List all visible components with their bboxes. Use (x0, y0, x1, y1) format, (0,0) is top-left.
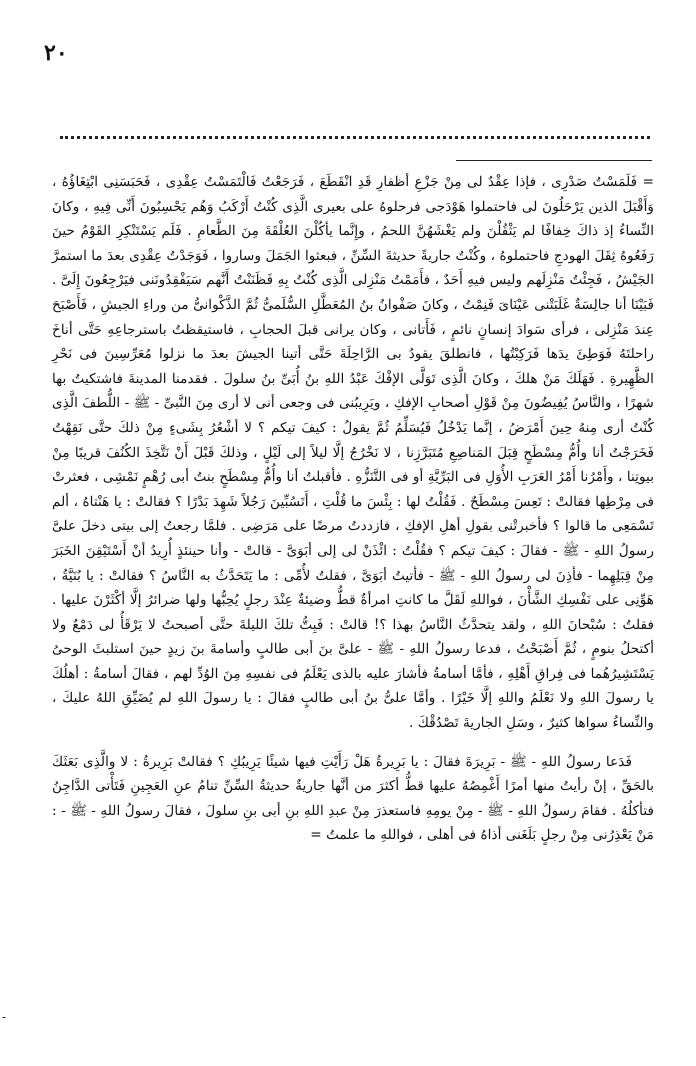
footnote-paragraph: = فَلَمَسْتُ صَدْرِى ، فإذا عِقْدٌ لى مِنْ جَزْعِ أظفارِ قَدِ انْقَطَعَ ، فَرَجَعْتُ فَالْتَمَسْتُ عِقْدِى ، فَحَبَسَنِى ابْتِغَاؤُهُ ، وَأَقْبَلَ الذين يَرْحَلُونَ لى فاحتملوا هَوْدَجى فرحلوهُ على بعيرى الَّذِى كُنْتُ أَرْكَبُ وَهُم يَحْسِبُونَ أَنِّى فِيهِ ، وكانَ النِّساءُ إذ ذاكَ خِفافًا لم يَثْقُلْنَ ولم يَغْشَهُنَّ اللحمُ ، وإِنَّما يأكُلْنَ العُلْقَةَ مِنَ الطَّعامِ . فَلَم يَسْتَنْكِرِ القَوْمُ حينَ رَفَعُوهُ ثِقَلَ الهودجِ فاحتملوهُ ، وكُنْتُ جاريةً حديثةَ السِّنِّ ، فبعثوا الجَمَلَ وساروا ، فَوَجَدْتُ عِقْدِى بعدَ ما استمرَّ الجَيْشُ ، فَجِئْتُ مَنْزِلَهم وليس فيهِ أَحَدٌ ، فأَمَمْتُ مَنْزِلى الَّذِى كُنْتُ بِهِ فَظَنَنْتُ أَنَّهم سَيَفْقِدُونَنى فيَرْجِعُونَ إِلَىَّ . فَبَيْنَا أنا جالِسَةٌ غَلَبَتْنى عَيْنَاىَ فَنِمْتُ ، وكانَ صَفْوانُ بنُ المُعَطَّلِ السُّلَمىُّ ثُمَّ الذَّكْوانىُّ من وراءِ الجيشِ ، فَأَصْبَحَ عِندَ مَنْزِلى ، فرأى سَوادَ إنسانٍ نائمٍ ، فَأَتانى ، وكان يرانى قبلَ الحجابِ ، فاستيقظتُ باسترجاعِهِ حَتَّى أناخَ راحلتَهُ فَوَطِئَ يدَها فَرَكِبْتُها ، فانطلقَ يقودُ بى الرَّاحِلَةَ حَتَّى أتينا الجيشَ بعدَ ما نزلوا مُعَرِّسِينَ فى نَحْرِ الظَّهِيرةِ . فَهَلَكَ مَنْ هلكَ ، وكانَ الَّذِى تَوَلَّى الإفْكَ عَبْدُ اللهِ بنُ أُبَىِّ بنُ سلولَ . فقدمنا المدينةَ فاشتكيتُ بها شهرًا ، والنَّاسُ يُفِيضُونَ مِنْ قَوْلِ أصحابِ الإفكِ ، ويَرِيبُنى فى وجعى أنى لا أرى مِنَ النَّبىِّ - ﷺ - اللُّطفَ الَّذِى كُنْتُ أرى مِنهُ حِينَ أَمْرَضُ ، إنَّما يَدْخُلُ فَيُسَلِّمُ ثُمَّ يقولُ : كيفَ تيكم ؟ لا أشْعُرُ بِشَىءٍ مِنْ ذلكَ حتَّى نَقِهْتُ فَخَرَجْتُ أنا وأُمُّ مِسْطَحٍ قِبَلَ المَناصِعِ مُتَبَرَّزِنا ، لا نَخْرُجُ إلَّا ليلاً إلى لَيْلٍ ، وذلكَ قَبْلَ أَنْ نَتَّخِذَ الكُنُفَ قريبًا مِنْ بيوتِنا ، وأَمْرُنا أَمْرُ العَرَبِ الأُوَلِ فى البَرِّيَّةِ أو فى التَّنَزُّهِ . فأقبلتُ أنا وأُمُّ مِسْطَحٍ بنتُ أبى رُهْمٍ نَمْشِى ، فعثرتْ فى مِرْطِها فقالتْ : تَعِسَ مِسْطَحٌ . فَقُلْتُ لها : بِئْسَ ما قُلْتِ ، أَتَسُبِّينَ رَجُلاً شَهِدَ بَدْرًا ؟ فقالتْ : يا هَنْتاهُ ، ألم تَسْمَعِى ما قالوا ؟ فأخبرتْنى بقولِ أهلِ الإفكِ ، فازددتُ مرضًا على مَرَضِى . فلمَّا رجعتُ إلى بيتى دخلَ علىَّ رسولُ اللهِ - ﷺ - فقالَ : كيفَ تيكم ؟ فقُلْتُ : ائْذَنْ لى إلى أبَوَىَّ - قالتْ - وأنا حينئذٍ أُرِيدُ أنْ أَسْتَيْقِنَ الخَبَرَ مِنْ قِبَلِهِما - فأذِنَ لى رسولُ اللهِ - ﷺ - فأتيتُ أبَوَىَّ ، فقلتُ لأُمِّى : ما يَتَحَدَّثُ به النَّاسُ ؟ فقالتْ : يا بُنَيَّةُ ، هَوِّنِى على نَفْسِكِ الشَّأْنَ ، فواللهِ لَقَلَّ ما كانتِ امرأةٌ قطُّ وضيئةٌ عِنْدَ رجلٍ يُحِبُّها ولها ضرائرُ إلَّا أكْثَرْنَ عليها . فقلتُ : سُبْحانَ اللهِ ، ولقد يتحدَّثُ النَّاسُ بهذا ؟! قالتْ : فَبِتُّ تلكَ الليلةَ حتَّى أصبحتُ لا يَرْقَأُ لى دَمْعٌ ولا أكتحلُ بنومٍ ، ثُمَّ أَصْبَحْتُ ، فدعا رسولُ اللهِ - ﷺ - علىَّ بنَ أبى طالبٍ وأسامةَ بنَ زيدٍ حينَ استلبثَ الوحىُ يَسْتَشِيرُهُما فى فِراقِ أَهْلِهِ ، فأمَّا أسامةُ فأشارَ عليه بالذى يَعْلَمُ فى نفسِهِ مِنَ الوُدِّ لهم ، فقالَ أسامةُ : أهلُكَ يا رسولَ اللهِ ولا نَعْلَمُ واللهِ إلَّا خَيْرًا . وأمَّا علىُّ بنُ أبى طالبٍ فقالَ : يا رسولَ اللهِ لم يُضَيِّقِ اللهُ عليكَ ، والنِّساءُ سواها كثيرٌ ، وسَلِ الجاريةَ تَصْدُقْكَ . (52, 174, 654, 732)
dotted-separator (60, 136, 650, 139)
page-number: ٢٠ (44, 40, 68, 66)
footnote-rule (456, 160, 652, 161)
footnote-block (52, 170, 654, 848)
margin-mark: - (2, 1010, 7, 1024)
footnote-paragraph-continuation: فَدَعا رسولُ اللهِ - ﷺ - بَرِيرَةَ فقالَ : يا بَرِيرةُ هَلْ رَأَيْتِ فيها شيئًا يَرِيبُكِ ؟ فقالتْ بَرِيرةُ : لا والَّذِى بَعَثَكَ بالحَقِّ ، إنْ رأيتُ منها أمرًا أَغْمِصُهُ عليها قطُّ أكثرَ من أنَّها جاريةٌ حديثةُ السِّنِّ تنامُ عنِ العَجِينِ فَتَأْتى الدَّاجِنُ فتأكلُهُ . فقامَ رسولُ اللهِ - ﷺ - مِنْ يومِهِ فاستعذرَ مِنْ عبدِ اللهِ بنِ أبى بنِ سلولَ ، فقالَ رسولُ اللهِ - ﷺ - : مَنْ يَعْذِرُنى مِنْ رجلٍ بَلَغَنى أذاهُ فى أهلى ، فواللهِ ما علمتُ = (52, 753, 654, 844)
